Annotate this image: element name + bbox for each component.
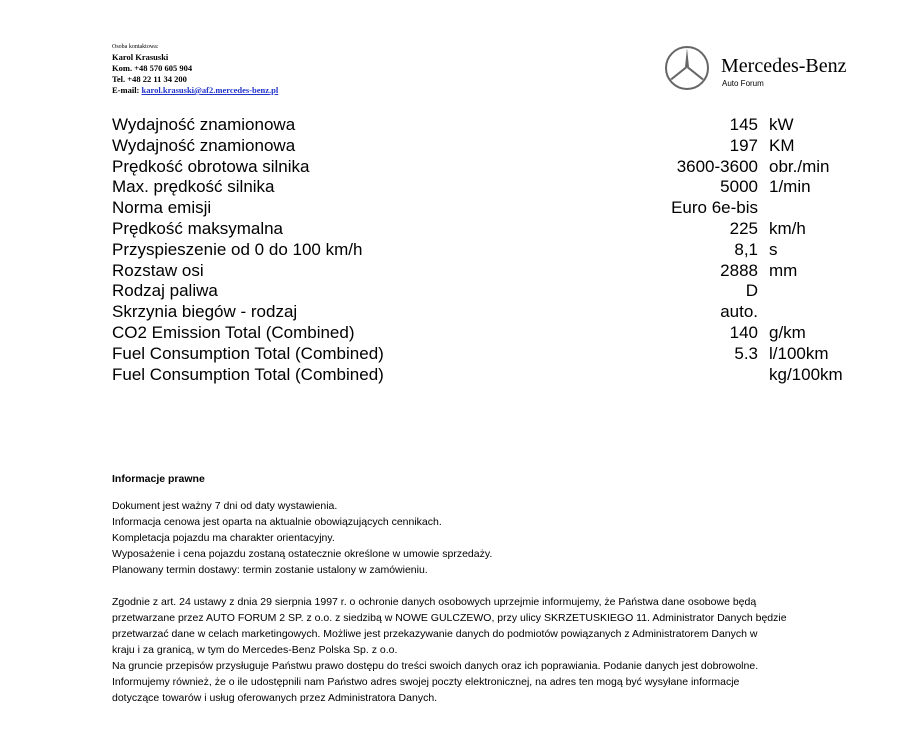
spec-unit: kW [769, 115, 794, 134]
spec-label: Prędkość maksymalna [112, 218, 284, 238]
legal-info [112, 471, 787, 706]
spec-row [112, 219, 872, 240]
spec-unit: g/km [769, 322, 806, 342]
spec-table [112, 115, 872, 385]
legal-block-2 [112, 594, 787, 706]
legal-line: dotyczące towarów i usług oferowanych przez Administratora Danych. [112, 692, 438, 704]
spec-unit: s [769, 239, 778, 259]
legal-line: kraju i za granicą, w tym do Mercedes-Benz Polska Sp. z o.o. [112, 644, 398, 656]
spec-unit: l/100km [769, 343, 829, 363]
email-link[interactable]: karol.krasuski@af2.mercedes-benz.pl [141, 85, 279, 95]
legal-line: przetwarzane przez AUTO FORUM 2 SP. z o.o. z siedzibą w NOWE GULCZEWO, przy ulicy SKRZETUSKIEGO 11. Administrator Danych będzie [112, 612, 787, 624]
spec-unit: mm [769, 260, 798, 280]
spec-row [112, 177, 872, 198]
spec-unit: kg/100km [769, 364, 843, 384]
spec-value: auto. [720, 302, 758, 322]
spec-unit: 1/min [769, 177, 811, 197]
spec-label: Wydajność znamionowa [112, 115, 296, 134]
spec-row [112, 240, 872, 261]
spec-row [112, 365, 872, 386]
spec-unit: obr./min [769, 156, 830, 176]
spec-unit: KM [769, 135, 795, 155]
spec-value: 8,1 [734, 239, 758, 259]
mercedes-star-icon [664, 45, 710, 91]
spec-label: Norma emisji [112, 198, 212, 218]
spec-value: 3600-3600 [676, 156, 758, 176]
spec-value: 197 [729, 135, 758, 155]
contact-label: Osoba kontaktowa: [112, 44, 159, 50]
brand-name: Mercedes-Benz [721, 55, 847, 77]
legal-line: Planowany termin dostawy: termin zostanie ustalony w zamówieniu. [112, 564, 428, 576]
spec-label: Fuel Consumption Total (Combined) [112, 364, 384, 384]
spec-row [112, 198, 872, 219]
contact-name: Karol Krasuski [112, 52, 169, 62]
email-label: E-mail: [112, 85, 140, 95]
spec-label: Skrzynia biegów - rodzaj [112, 302, 298, 322]
contact-block [112, 43, 278, 96]
contact-phone: Tel. +48 22 11 34 200 [112, 74, 187, 84]
legal-block-1 [112, 498, 787, 578]
spec-label: CO2 Emission Total (Combined) [112, 322, 355, 342]
spec-label: Max. prędkość silnika [112, 177, 275, 197]
spec-value: 2888 [720, 260, 758, 280]
spec-value: D [745, 281, 758, 301]
spec-label: Wydajność znamionowa [112, 135, 296, 155]
spec-value: 225 [729, 218, 758, 238]
spec-value: 140 [729, 322, 758, 342]
legal-line: przetwarzać dane w celach marketingowych. Możliwe jest przekazywanie danych do podmiotów powiązanych z Administratorem Danych w [112, 628, 758, 640]
legal-line: Kompletacja pojazdu ma charakter orientacyjny. [112, 532, 335, 544]
spec-unit: km/h [769, 218, 806, 238]
spec-row [112, 261, 872, 282]
legal-title: Informacje prawne [112, 473, 205, 485]
spec-label: Rodzaj paliwa [112, 281, 218, 301]
spec-row [112, 302, 872, 323]
spec-row [112, 115, 872, 136]
spec-row [112, 136, 872, 157]
dealer-name: Auto Forum [722, 79, 764, 88]
spec-value: 145 [729, 115, 758, 134]
mercedes-logo [664, 43, 864, 93]
spec-row [112, 157, 872, 178]
spec-label: Rozstaw osi [112, 260, 204, 280]
spec-value: 5000 [720, 177, 758, 197]
legal-line: Dokument jest ważny 7 dni od daty wystawienia. [112, 500, 338, 512]
legal-line: Informacja cenowa jest oparta na aktualnie obowiązujących cennikach. [112, 516, 442, 528]
spec-label: Prędkość obrotowa silnika [112, 156, 310, 176]
spec-row [112, 344, 872, 365]
contact-mobile: Kom. +48 570 605 904 [112, 63, 193, 73]
spec-row [112, 281, 872, 302]
legal-line: Wyposażenie i cena pojazdu zostaną ostatecznie określone w umowie sprzedaży. [112, 548, 493, 560]
legal-line: Na gruncie przepisów przysługuje Państwu prawo dostępu do treści swoich danych oraz ich poprawiania. Podanie danych jest dobrowolne. [112, 660, 759, 672]
spec-value: 5.3 [734, 343, 758, 363]
legal-line: Informujemy również, że o ile udostępnili nam Państwo adres swojej poczty elektronicznej, na adres ten mogą być wysyłane informacje [112, 676, 740, 688]
spec-row [112, 323, 872, 344]
spec-label: Fuel Consumption Total (Combined) [112, 343, 384, 363]
legal-line: Zgodnie z art. 24 ustawy z dnia 29 sierpnia 1997 r. o ochronie danych osobowych uprzejmie informujemy, że Państwa dane osobowe będą [112, 596, 757, 608]
spec-label: Przyspieszenie od 0 do 100 km/h [112, 239, 363, 259]
spec-value: Euro 6e-bis [671, 198, 758, 218]
